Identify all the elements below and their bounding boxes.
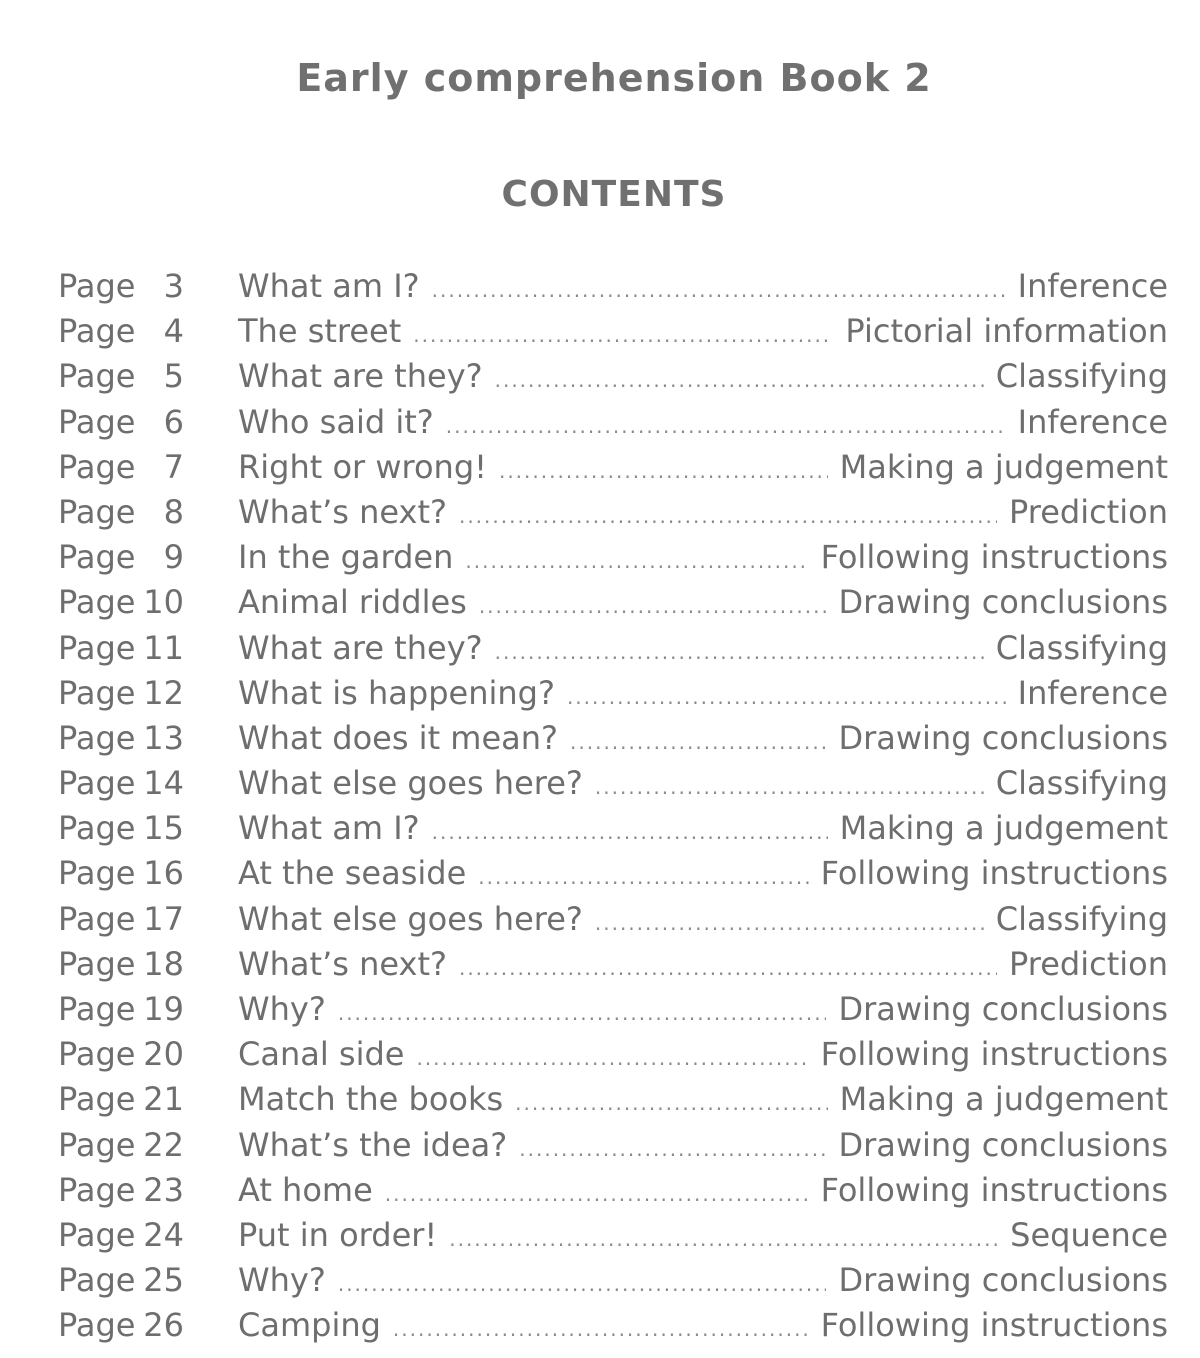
- dot-leader: [595, 775, 984, 799]
- toc-entry: [58, 1306, 1168, 1351]
- toc-entry: [58, 900, 1168, 945]
- page-number: 25: [143, 1261, 184, 1300]
- page-number: 24: [143, 1215, 184, 1254]
- toc-entry: [58, 945, 1168, 990]
- entry-title: Why?: [238, 990, 326, 1028]
- dot-leader: [495, 640, 984, 664]
- entry-skill: Drawing conclusions: [838, 1125, 1168, 1164]
- page-number: 9: [163, 538, 184, 577]
- page-label: Page: [58, 673, 136, 712]
- dot-leader: [449, 1227, 998, 1251]
- page-number: 4: [163, 312, 184, 351]
- page-label: Page: [58, 764, 136, 803]
- entry-title: In the garden: [238, 538, 454, 577]
- page-number: 16: [143, 854, 184, 893]
- entry-skill: Following instructions: [820, 854, 1168, 893]
- entry-skill: Drawing conclusions: [838, 718, 1168, 757]
- page-number: 11: [143, 628, 184, 667]
- page-number: 26: [143, 1306, 184, 1345]
- entry-title: What are they?: [238, 628, 483, 667]
- page-label: Page: [58, 312, 136, 351]
- page-number: 22: [143, 1125, 184, 1164]
- toc-entry: [58, 493, 1168, 538]
- dot-leader: [338, 1272, 827, 1296]
- entry-skill: Following instructions: [820, 1306, 1168, 1345]
- book-title: Early comprehension Book 2: [296, 56, 932, 100]
- entry-title: What does it mean?: [238, 718, 559, 757]
- entry-title: Put in order!: [238, 1215, 438, 1254]
- entry-title: Camping: [238, 1306, 381, 1345]
- dot-leader: [432, 820, 828, 844]
- entry-title: What am I?: [238, 809, 420, 848]
- entry-title: The street: [238, 312, 402, 351]
- entry-title: What’s next?: [238, 492, 447, 531]
- toc-entry: [58, 1035, 1168, 1080]
- page-label: Page: [58, 809, 136, 848]
- dot-leader: [478, 865, 808, 889]
- entry-title: Animal riddles: [238, 583, 467, 622]
- page-label: Page: [58, 1125, 136, 1164]
- toc-entry: [58, 583, 1168, 628]
- toc-entry: [58, 990, 1168, 1035]
- entry-title: What are they?: [238, 357, 483, 396]
- entry-skill: Inference: [1017, 673, 1168, 712]
- page-number: 6: [163, 402, 184, 441]
- dot-leader: [459, 504, 997, 528]
- toc-entry: [58, 674, 1168, 719]
- page-number: 19: [143, 990, 184, 1028]
- toc-entry: [58, 1126, 1168, 1171]
- page-number: 3: [163, 267, 184, 305]
- dot-leader: [416, 1046, 808, 1070]
- page-number: 18: [143, 944, 184, 983]
- page-label: Page: [58, 357, 136, 396]
- entry-skill: Classifying: [995, 764, 1168, 803]
- page-number: 14: [143, 764, 184, 803]
- entry-title: What else goes here?: [238, 899, 583, 938]
- entry-title: Who said it?: [238, 402, 434, 441]
- toc-entry: [58, 1261, 1168, 1306]
- dot-leader: [567, 685, 1006, 709]
- entry-title: Canal side: [238, 1035, 405, 1074]
- page-number: 23: [143, 1170, 184, 1209]
- dot-leader: [499, 459, 828, 483]
- toc-entry: [58, 629, 1168, 674]
- entry-skill: Classifying: [995, 899, 1168, 938]
- toc-entry: [58, 1216, 1168, 1261]
- page-label: Page: [58, 538, 136, 577]
- entry-skill: Sequence: [1010, 1215, 1168, 1254]
- page-label: Page: [58, 402, 136, 441]
- entry-skill: Drawing conclusions: [838, 583, 1168, 622]
- page-number: 17: [143, 899, 184, 938]
- toc-entry: [58, 312, 1168, 357]
- dot-leader: [479, 594, 827, 618]
- dot-leader: [385, 1182, 809, 1206]
- entry-skill: Inference: [1017, 267, 1168, 305]
- toc-entry: [58, 403, 1168, 448]
- dot-leader: [495, 368, 984, 392]
- entry-skill: Classifying: [995, 357, 1168, 396]
- toc-entry: [58, 854, 1168, 899]
- page-label: Page: [58, 899, 136, 938]
- dot-leader: [570, 730, 826, 754]
- page-label: Page: [58, 718, 136, 757]
- page-number: 15: [143, 809, 184, 848]
- entry-skill: Following instructions: [820, 1170, 1168, 1209]
- dot-leader: [595, 911, 984, 935]
- page-label: Page: [58, 1261, 136, 1300]
- page-number: 7: [163, 447, 184, 486]
- page-label: Page: [58, 583, 136, 622]
- dot-leader: [515, 1091, 827, 1115]
- entry-skill: Making a judgement: [839, 809, 1168, 848]
- toc-entry: [58, 538, 1168, 583]
- dot-leader: [459, 956, 997, 980]
- toc-entry: [58, 448, 1168, 493]
- contents-heading: CONTENTS: [501, 174, 727, 215]
- dot-leader: [432, 278, 1006, 302]
- dot-leader: [519, 1137, 826, 1161]
- entry-skill: Following instructions: [820, 1035, 1168, 1074]
- entry-skill: Inference: [1017, 402, 1168, 441]
- entry-skill: Following instructions: [820, 538, 1168, 577]
- page-number: 20: [143, 1035, 184, 1074]
- entry-title: What is happening?: [238, 673, 555, 712]
- entry-skill: Prediction: [1009, 492, 1168, 531]
- entry-skill: Drawing conclusions: [838, 1261, 1168, 1300]
- dot-leader: [338, 1001, 827, 1025]
- entry-skill: Drawing conclusions: [838, 990, 1168, 1028]
- page-number: 10: [143, 583, 184, 622]
- page-number: 21: [143, 1080, 184, 1119]
- dot-leader: [465, 549, 808, 573]
- dot-leader: [393, 1317, 809, 1341]
- page-label: Page: [58, 1080, 136, 1119]
- entry-title: What’s the idea?: [238, 1125, 508, 1164]
- entry-title: What am I?: [238, 267, 420, 305]
- entry-title: What else goes here?: [238, 764, 583, 803]
- entry-title: At the seaside: [238, 854, 467, 893]
- entry-skill: Classifying: [995, 628, 1168, 667]
- page-label: Page: [58, 1306, 136, 1345]
- entry-skill: Making a judgement: [839, 1080, 1168, 1119]
- dot-leader: [446, 414, 1006, 438]
- page-label: Page: [58, 1170, 136, 1209]
- entry-title: At home: [238, 1170, 373, 1209]
- toc-entry: [58, 1080, 1168, 1125]
- page-number: 13: [143, 718, 184, 757]
- page-number: 8: [163, 492, 184, 531]
- page-label: Page: [58, 492, 136, 531]
- page-label: Page: [58, 1035, 136, 1074]
- entry-skill: Prediction: [1009, 944, 1168, 983]
- entry-title: What’s next?: [238, 944, 447, 983]
- entry-skill: Pictorial information: [845, 312, 1168, 351]
- entry-title: Why?: [238, 1261, 326, 1300]
- page-label: Page: [58, 628, 136, 667]
- page-label: Page: [58, 944, 136, 983]
- page-number: 5: [163, 357, 184, 396]
- page-label: Page: [58, 990, 136, 1028]
- toc-entry: [58, 357, 1168, 402]
- page-label: Page: [58, 1215, 136, 1254]
- entry-skill: Making a judgement: [839, 447, 1168, 486]
- entry-title: Match the books: [238, 1080, 504, 1119]
- page-label: Page: [58, 854, 136, 893]
- page-label: Page: [58, 447, 136, 486]
- toc-entry: [58, 764, 1168, 809]
- page-number: 12: [143, 673, 184, 712]
- table-of-contents: [58, 267, 1168, 1352]
- toc-entry: [58, 809, 1168, 854]
- dot-leader: [413, 323, 833, 347]
- toc-entry: [58, 1171, 1168, 1216]
- page-label: Page: [58, 267, 136, 305]
- toc-entry: [58, 719, 1168, 764]
- entry-title: Right or wrong!: [238, 447, 487, 486]
- toc-entry: [58, 267, 1168, 312]
